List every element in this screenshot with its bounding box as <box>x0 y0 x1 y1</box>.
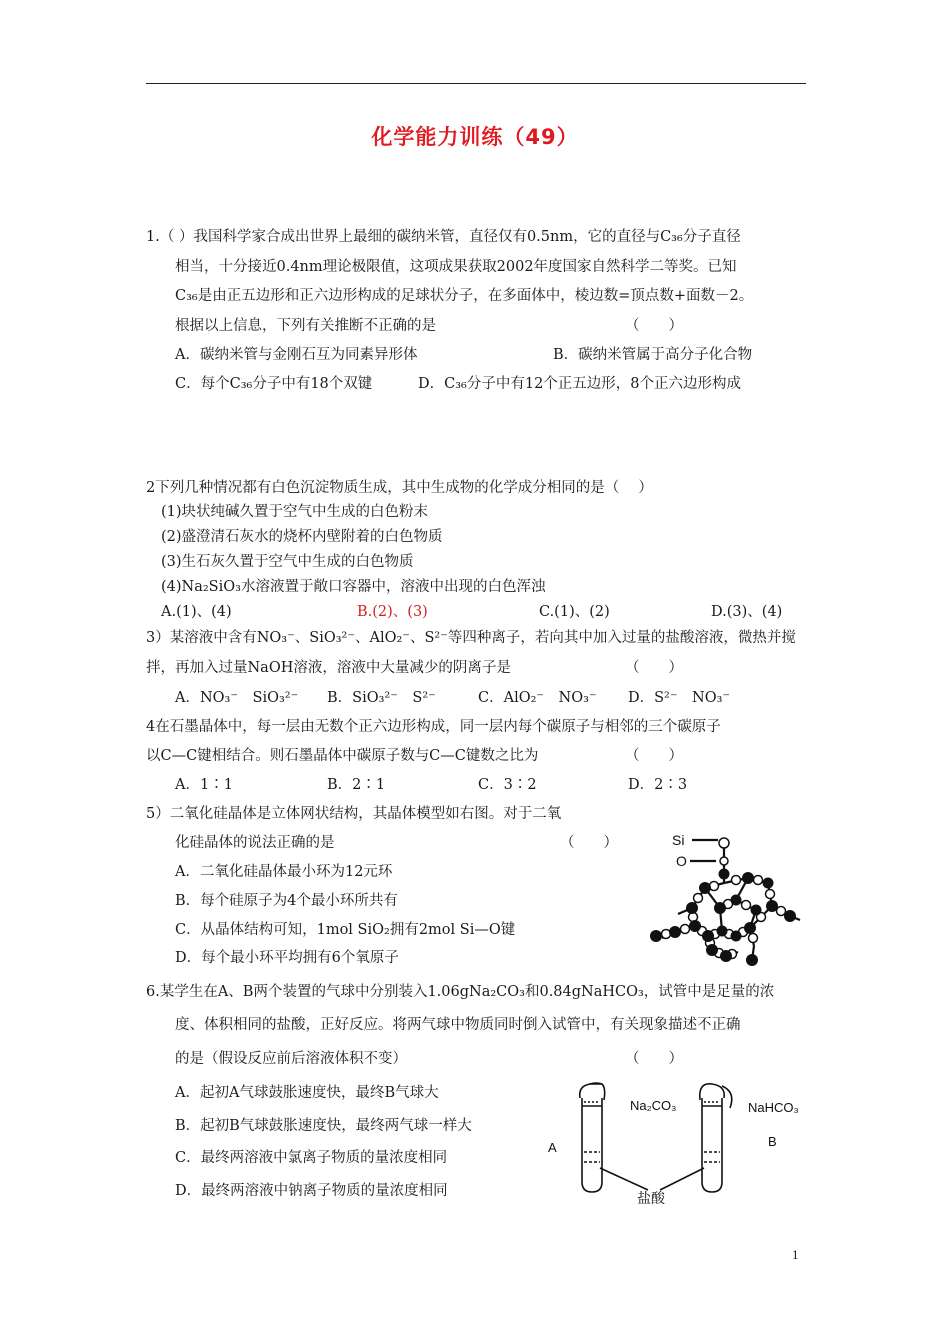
q6-option-d: D．最终两溶液中钠离子物质的量浓度相同 <box>175 1183 448 1199</box>
q3-option-c: C．AlO₂⁻ NO₃⁻ <box>478 690 597 706</box>
q6-line-3: 的是（假设反应前后溶液体积不变） <box>175 1051 407 1067</box>
balloon-tube-figure <box>540 1078 810 1208</box>
q5-answer-paren: （ ） <box>560 835 618 851</box>
header-rule <box>146 83 806 84</box>
silica-crystal-figure <box>640 828 810 978</box>
q1-option-b: B．碳纳米管属于高分子化合物 <box>553 347 753 363</box>
q5-option-a: A．二氧化硅晶体最小环为12元环 <box>175 864 393 880</box>
q3-option-a: A．NO₃⁻ SiO₃²⁻ <box>175 690 299 706</box>
q1-line-4: 根据以上信息，下列有关推断不正确的是 <box>175 318 436 334</box>
acid-label: 盐酸 <box>637 1190 665 1206</box>
q2-stem: 2下列几种情况都有白色沉淀物质生成，其中生成物的化学成分相同的是（ ） <box>146 480 653 496</box>
q6-answer-paren: （ ） <box>625 1051 683 1067</box>
q5-line-1: 5）二氧化硅晶体是立体网状结构，其晶体模型如右图。对于二氧 <box>146 806 562 822</box>
q4-option-c: C．3∶2 <box>478 777 537 793</box>
q5-line-2: 化硅晶体的说法正确的是 <box>175 835 335 851</box>
q3-line-1: 3）某溶液中含有NO₃⁻、SiO₃²⁻、AlO₂⁻、S²⁻等四种离子，若向其中加入过量的盐酸溶液，微热并搅 <box>146 630 796 646</box>
q4-line-2: 以C—C键相结合。则石墨晶体中碳原子数与C—C键数之比为 <box>146 748 539 764</box>
q5-option-b: B．每个硅原子为4个最小环所共有 <box>175 893 398 909</box>
q4-answer-paren: （ ） <box>625 748 683 764</box>
q3-answer-paren: （ ） <box>625 660 683 676</box>
q6-line-1: 6.某学生在A、B两个装置的气球中分别装入1.06gNa₂CO₃和0.84gNaHCO₃，试管中是足量的浓 <box>146 984 775 1000</box>
q2-item-4: (4)Na₂SiO₃水溶液置于敞口容器中，溶液中出现的白色浑浊 <box>161 579 546 595</box>
q4-line-1: 4在石墨晶体中，每一层由无数个正六边形构成，同一层内每个碳原子与相邻的三个碳原子 <box>146 719 721 735</box>
q1-line-1: 1.（ ）我国科学家合成出世界上最细的碳纳米管，直径仅有0.5nm，它的直径与C₃₆分子直径 <box>146 229 741 245</box>
q1-line-2: 相当，十分接近0.4nm理论极限值，这项成果获取2002年度国家自然科学二等奖。已知 <box>175 259 737 275</box>
q6-option-a: A．起初A气球鼓胀速度快，最终B气球大 <box>175 1085 439 1101</box>
nahco3-label: NaHCO₃ <box>748 1100 799 1115</box>
page-title: 化学能力训练（49） <box>371 125 579 149</box>
q3-option-d: D．S²⁻ NO₃⁻ <box>628 690 731 706</box>
q2-option-b: B.(2)、(3) <box>357 604 428 620</box>
q1-option-d: D．C₃₆分子中有12个正五边形，8个正六边形构成 <box>418 376 742 392</box>
q4-option-d: D．2∶3 <box>628 777 688 793</box>
q2-item-1: (1)块状纯碱久置于空气中生成的白色粉末 <box>161 504 429 520</box>
q6-option-c: C．最终两溶液中氯离子物质的量浓度相同 <box>175 1150 448 1166</box>
q4-option-a: A．1∶1 <box>175 777 233 793</box>
q2-option-c: C.(1)、(2) <box>539 604 610 620</box>
q2-option-d: D.(3)、(4) <box>711 604 783 620</box>
q1-option-c: C．每个C₃₆分子中有18个双键 <box>175 376 373 392</box>
page-number: 1 <box>792 1247 799 1262</box>
q3-line-2: 拌，再加入过量NaOH溶液，溶液中大量减少的阴离子是 <box>146 660 511 676</box>
q2-item-2: (2)盛澄清石灰水的烧杯内壁附着的白色物质 <box>161 529 443 545</box>
q1-option-a: A．碳纳米管与金刚石互为同素异形体 <box>175 347 418 363</box>
q2-item-3: (3)生石灰久置于空气中生成的白色物质 <box>161 554 414 570</box>
tube-b-label: B <box>768 1134 777 1149</box>
q3-option-b: B．SiO₃²⁻ S²⁻ <box>327 690 436 706</box>
silica-crystal-model <box>640 828 810 978</box>
tube-a-label: A <box>548 1140 557 1155</box>
q5-option-c: C．从晶体结构可知，1mol SiO₂拥有2mol Si—O键 <box>175 922 516 938</box>
q5-option-d: D．每个最小环平均拥有6个氧原子 <box>175 950 399 966</box>
q6-line-2: 度、体积相同的盐酸，正好反应。将两气球中物质同时倒入试管中，有关现象描述不正确 <box>175 1017 741 1033</box>
o-label: O <box>676 853 687 869</box>
q2-option-a: A.(1)、(4) <box>161 604 232 620</box>
q1-line-3: C₃₆是由正五边形和正六边形构成的足球状分子，在多面体中，棱边数=顶点数+面数－2。 <box>175 288 754 304</box>
q4-option-b: B．2∶1 <box>327 777 386 793</box>
si-label: Si <box>672 832 685 848</box>
q1-answer-paren: （ ） <box>625 318 683 334</box>
q6-option-b: B．起初B气球鼓胀速度快，最终两气球一样大 <box>175 1118 472 1134</box>
na2co3-label: Na₂CO₃ <box>630 1098 677 1113</box>
